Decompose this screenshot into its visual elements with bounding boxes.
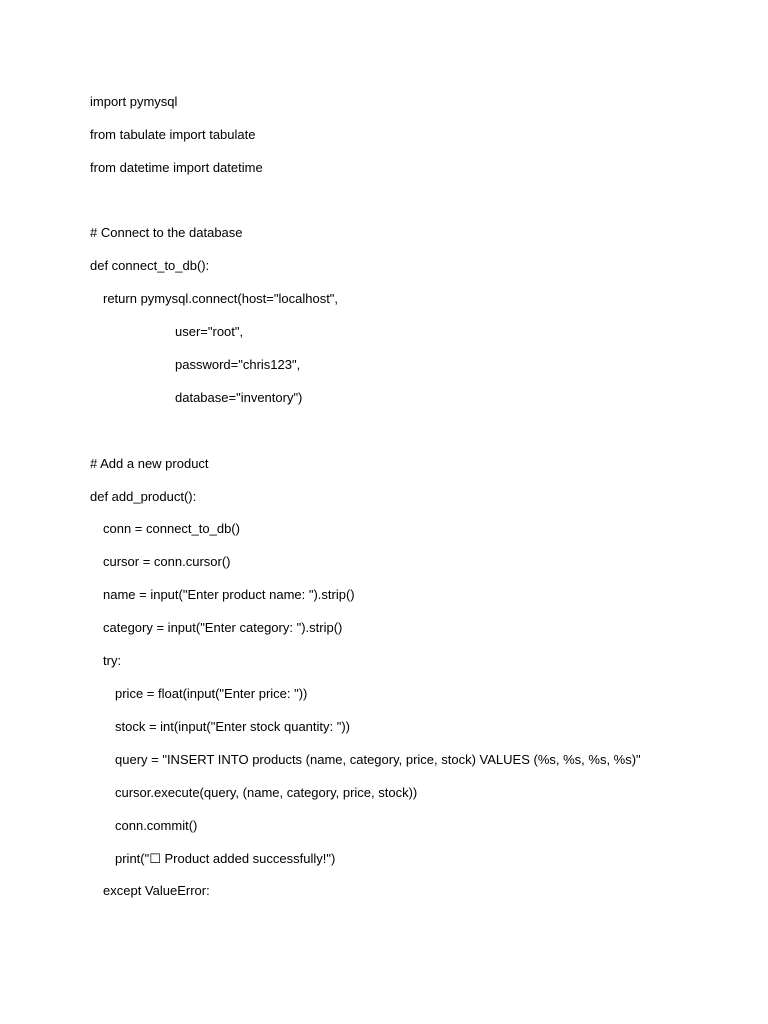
code-line: database="inventory") <box>175 390 303 405</box>
code-line: from datetime import datetime <box>90 160 263 175</box>
code-line: cursor.execute(query, (name, category, price, stock)) <box>115 785 418 800</box>
code-line: from tabulate import tabulate <box>90 127 256 142</box>
code-line: conn = connect_to_db() <box>103 521 240 536</box>
code-line: name = input("Enter product name: ").strip() <box>103 587 355 602</box>
code-line: conn.commit() <box>115 818 198 833</box>
code-line: def add_product(): <box>90 489 197 504</box>
code-line: category = input("Enter category: ").strip() <box>103 620 343 635</box>
code-line: print("☐ Product added successfully!") <box>115 851 336 866</box>
code-line: stock = int(input("Enter stock quantity: ")) <box>115 719 351 734</box>
code-line: except ValueError: <box>103 883 210 898</box>
code-line: query = "INSERT INTO products (name, category, price, stock) VALUES (%s, %s, %s, %s)" <box>115 752 641 767</box>
code-line: cursor = conn.cursor() <box>103 554 231 569</box>
code-line: def connect_to_db(): <box>90 258 210 273</box>
code-line: password="chris123", <box>175 357 301 372</box>
code-comment: # Connect to the database <box>90 225 243 240</box>
code-line: price = float(input("Enter price: ")) <box>115 686 308 701</box>
code-line: user="root", <box>175 324 244 339</box>
code-line: return pymysql.connect(host="localhost", <box>103 291 339 306</box>
code-line: import pymysql <box>90 94 178 109</box>
code-comment: # Add a new product <box>90 456 209 471</box>
code-line: try: <box>103 653 122 668</box>
